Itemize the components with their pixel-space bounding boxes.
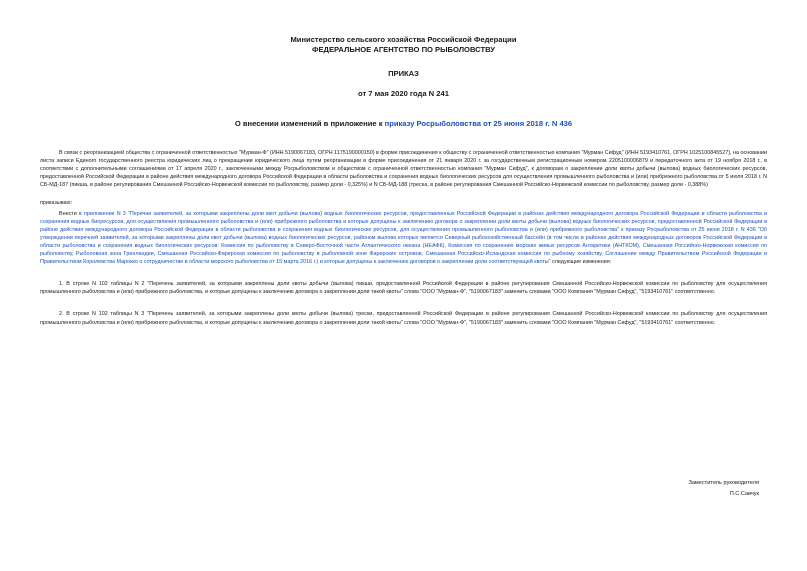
document-header [40,35,767,99]
agency-name: ФЕДЕРАЛЬНОЕ АГЕНТСТВО ПО РЫБОЛОВСТВУ [312,45,495,54]
document-type: ПРИКАЗ [388,69,419,78]
list-item: 2. В строке N 102 таблицы N 3 "Перечень заявителей, за которыми закреплены доли квоты добычи (вылова) трески, предоставленной Российской Федерации в районе регулирования Смешанной Российско-Норвежской комиссии по рыболовству для осуществления промышленного рыболовства и (или) прибрежного рыболовства, и которые допущены к заключению договора о закреплении доли такой квоты" слова "ООО "Мурман-Ф", "5190067183" заменить словами "ООО Компания "Мурман Сифуд", "5193410761" соответственно. [40,311,767,326]
list-item: 1. В строке N 102 таблицы N 2 "Перечень заявителей, за которыми закреплены доли квоты добычи (вылова) пикши, предоставленной Российской Федерации в районе регулирования Смешанной Российско-Норвежской комиссии по рыболовству для осуществления промышленного рыболовства и (или) прибрежного рыболовства, и которые допущены к заключению договора о закреплении доли такой квоты" слова "ООО "Мурман-Ф", "5190067183" заменить словами "ООО Компания "Мурман Сифуд", "5193410761" соответственно. [40,281,767,296]
document-subject [40,119,767,129]
main-clause-start: Внести [59,210,79,217]
subject-prefix: О внесении изменений в приложение к [234,119,385,128]
main-clause-paragraph [40,210,767,267]
signature-block [688,478,759,500]
preamble-paragraph: В связи с реорганизацией общества с ограниченной ответственностью "Мурман-Ф" (ИНН 5190067183, ОГРН 1175190000150) в форме присоединения к обществу с ограниченной ответственностью компания "Мурман Сифуд" (ИНН 5193410761, ОГРН 1025100845527), на основании листа записи Единого государственного реестра юридических лиц о прекращении юридического лица путем реорганизации в форме присоединения от 21 января 2020 г. за государственным регистрационным номером 2205100006879 и передаточного акта от 19 ноября 2018 г., в соответствии с дополнительными соглашениями от 17 апреля 2020 г., заключенными между Росрыболовством и обществом с ограниченной ответственностью компания "Мурман Сифуд", к договорам о закреплении доли квоты добычи (вылова) водных биологических ресурсов, предоставленной Российской Федерации в районе действия международного договора Российской Федерации в области рыболовства и сохранения водных биологических ресурсов для осуществления промышленного рыболовства и (или) прибрежного рыболовства от 5 июля 2018 г. N СБ-МД-187 (пикша, в районе регулирования Смешанной Российско-Норвежской комиссии по рыболовству, размер доли - 0,325%) и N СБ-МД-188 (треска, в районе регулирования Смешанной Российско-Норвежской комиссии по рыболовству, размер доли - 0,388%) [40,150,767,189]
main-clause-end: следующие изменения: [550,259,612,266]
order-word: приказываю: [40,200,73,207]
signatory-name: П.С.Савчук [729,491,759,497]
order-date-number: от 7 мая 2020 года N 241 [358,89,449,98]
signatory-position: Заместитель руководителя [688,480,759,486]
subject-order-link[interactable]: приказу Росрыболовства от 25 июня 2018 г. N 436 [384,119,573,128]
ministry-name: Министерство сельского хозяйства Российской Федерации [290,35,517,44]
appendix-link[interactable]: в приложение N 3 "Перечни заявителей, за которыми закреплены доли квот добычи (вылова) водных биологических ресурсов, предоставленных Российской Федерации в районах действия международного договора Российской Федерации в области рыболовства и сохранения водных биоресурсов, для осуществления промышленного рыболовства и (или) прибрежного рыболовства и которые допущены к заключению договора о закреплении доли квоты добычи (вылова) водных биологических ресурсов, предоставленной Российской Федерации в районе действия международного договора Российской Федерации в области рыболовства и сохранения водных биологических ресурсов, для осуществления промышленного рыболовства и (или) прибрежного рыболовства" к приказу Росрыболовства от 25 июня 2018 г. N 436 "Об утверждении перечней заявителей, за которыми закреплены доли квот добычи (вылова) водных биологических ресурсов, районом вылова которых является Северный рыбохозяйственный бассейн (в том числе в районах действия международных договоров Российской Федерации в области рыболовства и сохранения водных биологических ресурсов: Комиссия по рыболовству в Северо-Восточной части Атлантического океана (НЕАФК), Комиссия по сохранению морских живых ресурсов Антарктики (АНТКОМ), Смешанная Российско-Норвежская комиссия по рыболовству, Рыболовная зона Гренландии, Смешанная Российско-Фарерская комиссия по рыболовству в рыболовной зоне Фарерских островов, Смешанная Российско-Исландская комиссия по рыбному хозяйству, Соглашение между Правительством Российской Федерации и Правительством Королевства Марокко о сотрудничестве в области морского рыболовства от 15 марта 2016 г.) и которые допущены к заключению договоров о закреплении доли соответствующей квоты" [40,210,767,266]
